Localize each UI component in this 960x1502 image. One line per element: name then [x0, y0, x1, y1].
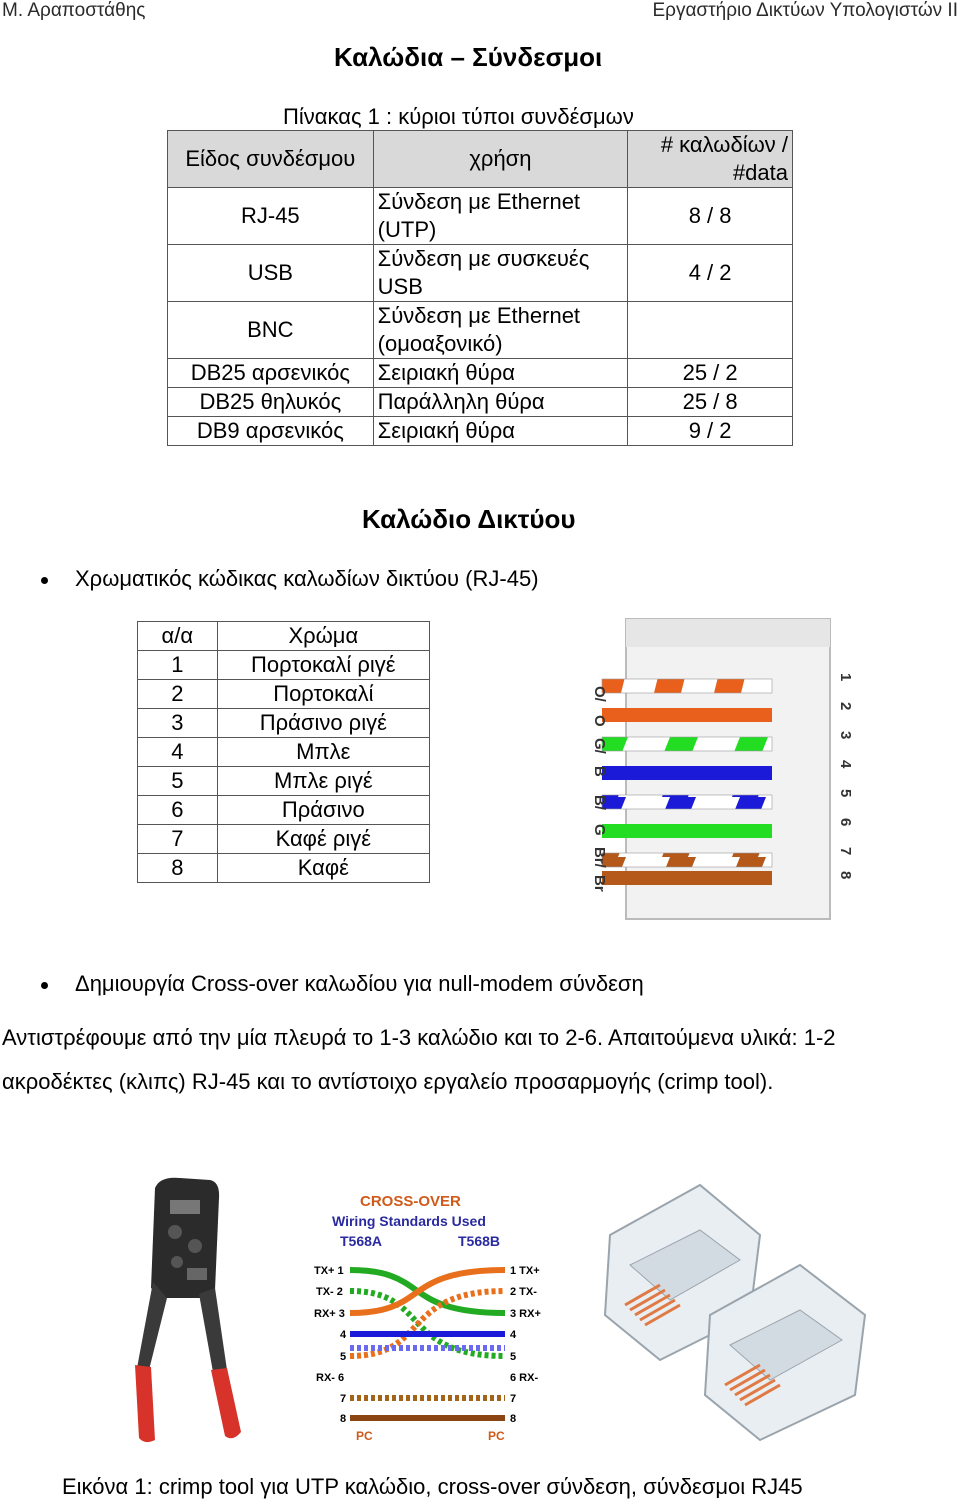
table-row — [168, 388, 793, 417]
table-cell: USB — [168, 245, 374, 302]
table-cell: 25 / 8 — [628, 388, 793, 417]
wire-8-brown — [602, 871, 772, 885]
table-cell: Σύνδεση με Ethernet (ομοαξονικό) — [373, 302, 628, 359]
table-row — [138, 651, 430, 680]
table-cell: 6 — [138, 796, 218, 825]
table-header-cell: χρήση — [373, 131, 628, 188]
table-cell: BNC — [168, 302, 374, 359]
wire-number: 3 — [837, 731, 854, 740]
wire-5-blue-striped — [602, 795, 772, 809]
wire-label: Br — [591, 875, 608, 892]
table-cell: Σύνδεση με Ethernet (UTP) — [373, 188, 628, 245]
table-header-cell: Είδος συνδέσμου — [168, 131, 374, 188]
table-cell: 4 / 2 — [628, 245, 793, 302]
table-row — [168, 302, 793, 359]
paragraph-line: ακροδέκτες (κλιπς) RJ-45 και το αντίστοιχο εργαλείο προσαρμογής (crimp tool). — [2, 1069, 774, 1094]
table-cell: Πράσινο — [217, 796, 429, 825]
table-header-row — [168, 131, 793, 188]
table-cell: 3 — [138, 709, 218, 738]
pin-label-left: 5 — [340, 1351, 347, 1363]
table-cell: 7 — [138, 825, 218, 854]
pin-label-right: 4 — [510, 1329, 517, 1341]
wire-number: 1 — [837, 673, 854, 682]
wire-number: 7 — [837, 847, 854, 856]
page-title: Καλώδια – Σύνδεσμοι — [334, 42, 603, 72]
bullet-text: Χρωματικός κώδικας καλωδίων δικτύου (RJ-45) — [75, 566, 539, 591]
table-cell: DB9 αρσενικός — [168, 417, 374, 446]
table-cell: Σειριακή θύρα — [373, 417, 628, 446]
table-cell: Καφέ — [217, 854, 429, 883]
table-row — [168, 245, 793, 302]
bullet-icon — [41, 982, 48, 989]
table-cell: RJ-45 — [168, 188, 374, 245]
pin-label-right: 6 RX- — [510, 1372, 539, 1384]
crossover-title: CROSS-OVER — [360, 1193, 461, 1210]
table-cell: Πράσινο ριγέ — [217, 709, 429, 738]
header-course: Εργαστήριο Δικτύων Υπολογιστών ΙΙ — [652, 0, 958, 21]
standard-right-label: T568B — [458, 1233, 501, 1249]
crossover-subtitle: Wiring Standards Used — [332, 1213, 486, 1229]
table-row — [168, 359, 793, 388]
pin-label-right: 1 TX+ — [510, 1265, 540, 1277]
wire-number: 8 — [837, 871, 854, 880]
bullet-item — [75, 971, 644, 997]
wire-1-orange-striped — [602, 679, 772, 693]
pin-label-left: 8 — [340, 1413, 347, 1425]
wire-6-green — [602, 824, 772, 838]
wire-7-brown-striped — [602, 853, 772, 867]
color-code-table — [137, 621, 430, 883]
bullet-icon — [41, 577, 48, 584]
table-cell: Σύνδεση με συσκευές USB — [373, 245, 628, 302]
table-cell — [628, 302, 793, 359]
pin-label-right: 2 TX- — [510, 1286, 537, 1298]
table-cell: 25 / 2 — [628, 359, 793, 388]
wire-label: Br/ — [591, 847, 608, 868]
table-cell: DB25 θηλυκός — [168, 388, 374, 417]
table-header-row — [138, 622, 430, 651]
figure-caption: Εικόνα 1: crimp tool για UTP καλώδιο, cross-over σύνδεση, σύνδεσμοι RJ45 — [62, 1474, 803, 1499]
standard-left-label: T568A — [340, 1233, 383, 1249]
table-row — [138, 796, 430, 825]
table-cell: Καφέ ριγέ — [217, 825, 429, 854]
table-cell: 1 — [138, 651, 218, 680]
table-cell: 8 / 8 — [628, 188, 793, 245]
wire-number: 4 — [837, 760, 854, 769]
table-cell: Μπλε ριγέ — [217, 767, 429, 796]
rj45-connectors-image — [590, 1175, 880, 1445]
table-cell: Μπλε — [217, 738, 429, 767]
pin-label-left: RX- 6 — [316, 1372, 345, 1384]
table-row — [138, 767, 430, 796]
crimp-tool-head — [151, 1178, 219, 1298]
table-row — [168, 417, 793, 446]
table-cell: 2 — [138, 680, 218, 709]
pin-label-left: TX- 2 — [316, 1286, 343, 1298]
crimp-tool-handle-right — [211, 1368, 241, 1438]
wire-label: G — [591, 824, 608, 836]
table-cell: Πορτοκαλί ριγέ — [217, 651, 429, 680]
table-header-cell: α/α — [138, 622, 218, 651]
wire-4-blue — [602, 766, 772, 780]
table-row — [168, 188, 793, 245]
bullet-text: Δημιουργία Cross-over καλωδίου για null-modem σύνδεση — [75, 971, 644, 996]
table1-caption: Πίνακας 1 : κύριοι τύποι συνδέσμων — [283, 104, 634, 129]
wire-label: O/ — [591, 686, 608, 702]
table-row — [138, 709, 430, 738]
table-cell: 8 — [138, 854, 218, 883]
connector-top — [626, 619, 830, 647]
table-row — [138, 825, 430, 854]
pin-label-left: TX+ 1 — [314, 1265, 344, 1277]
table-cell: Παράλληλη θύρα — [373, 388, 628, 417]
table-cell: Πορτοκαλί — [217, 680, 429, 709]
wire-label: B/ — [591, 795, 608, 810]
bullet-item — [75, 566, 539, 592]
table-cell: Σειριακή θύρα — [373, 359, 628, 388]
wire-label: B — [591, 766, 608, 777]
table-row — [138, 854, 430, 883]
wire-number: 2 — [837, 702, 854, 711]
wire-color-diagram — [580, 617, 865, 922]
crimp-tool-handle-left — [135, 1365, 155, 1442]
pin-label-left: 4 — [340, 1329, 347, 1341]
table-cell: 4 — [138, 738, 218, 767]
pin-label-right: 3 RX+ — [510, 1308, 541, 1320]
table-header-cell: # καλωδίων / #data — [628, 131, 793, 188]
pin-label-left: 7 — [340, 1393, 347, 1405]
pin-label-right: 7 — [510, 1393, 517, 1405]
wire-number: 6 — [837, 818, 854, 827]
wire-number: 5 — [837, 789, 854, 798]
pc-label-left: PC — [356, 1429, 373, 1443]
pin-label-right: 8 — [510, 1413, 517, 1425]
section-title: Καλώδιο Δικτύου — [362, 504, 576, 534]
header-author: Μ. Αραποστάθης — [2, 0, 146, 21]
pin-label-right: 5 — [510, 1351, 517, 1363]
wire-label: G/ — [591, 738, 608, 754]
crimp-tool-image — [115, 1170, 265, 1445]
table-row — [138, 680, 430, 709]
wire-3-green-striped — [602, 737, 772, 751]
pc-label-right: PC — [488, 1429, 505, 1443]
wire-2-orange — [602, 708, 772, 722]
table-cell: 5 — [138, 767, 218, 796]
pin-label-left: RX+ 3 — [314, 1308, 345, 1320]
paragraph-line: Αντιστρέφουμε από την μία πλευρά το 1-3 καλώδιο και το 2-6. Απαιτούμενα υλικά: 1-2 — [2, 1025, 836, 1050]
table-cell: 9 / 2 — [628, 417, 793, 446]
table-row — [138, 738, 430, 767]
table-cell: DB25 αρσενικός — [168, 359, 374, 388]
table-header-cell: Χρώμα — [217, 622, 429, 651]
connectors-table — [167, 130, 793, 446]
wire-label: O — [591, 715, 608, 727]
crossover-wiring-diagram — [310, 1188, 560, 1448]
crimp-tool-blade — [170, 1200, 200, 1214]
